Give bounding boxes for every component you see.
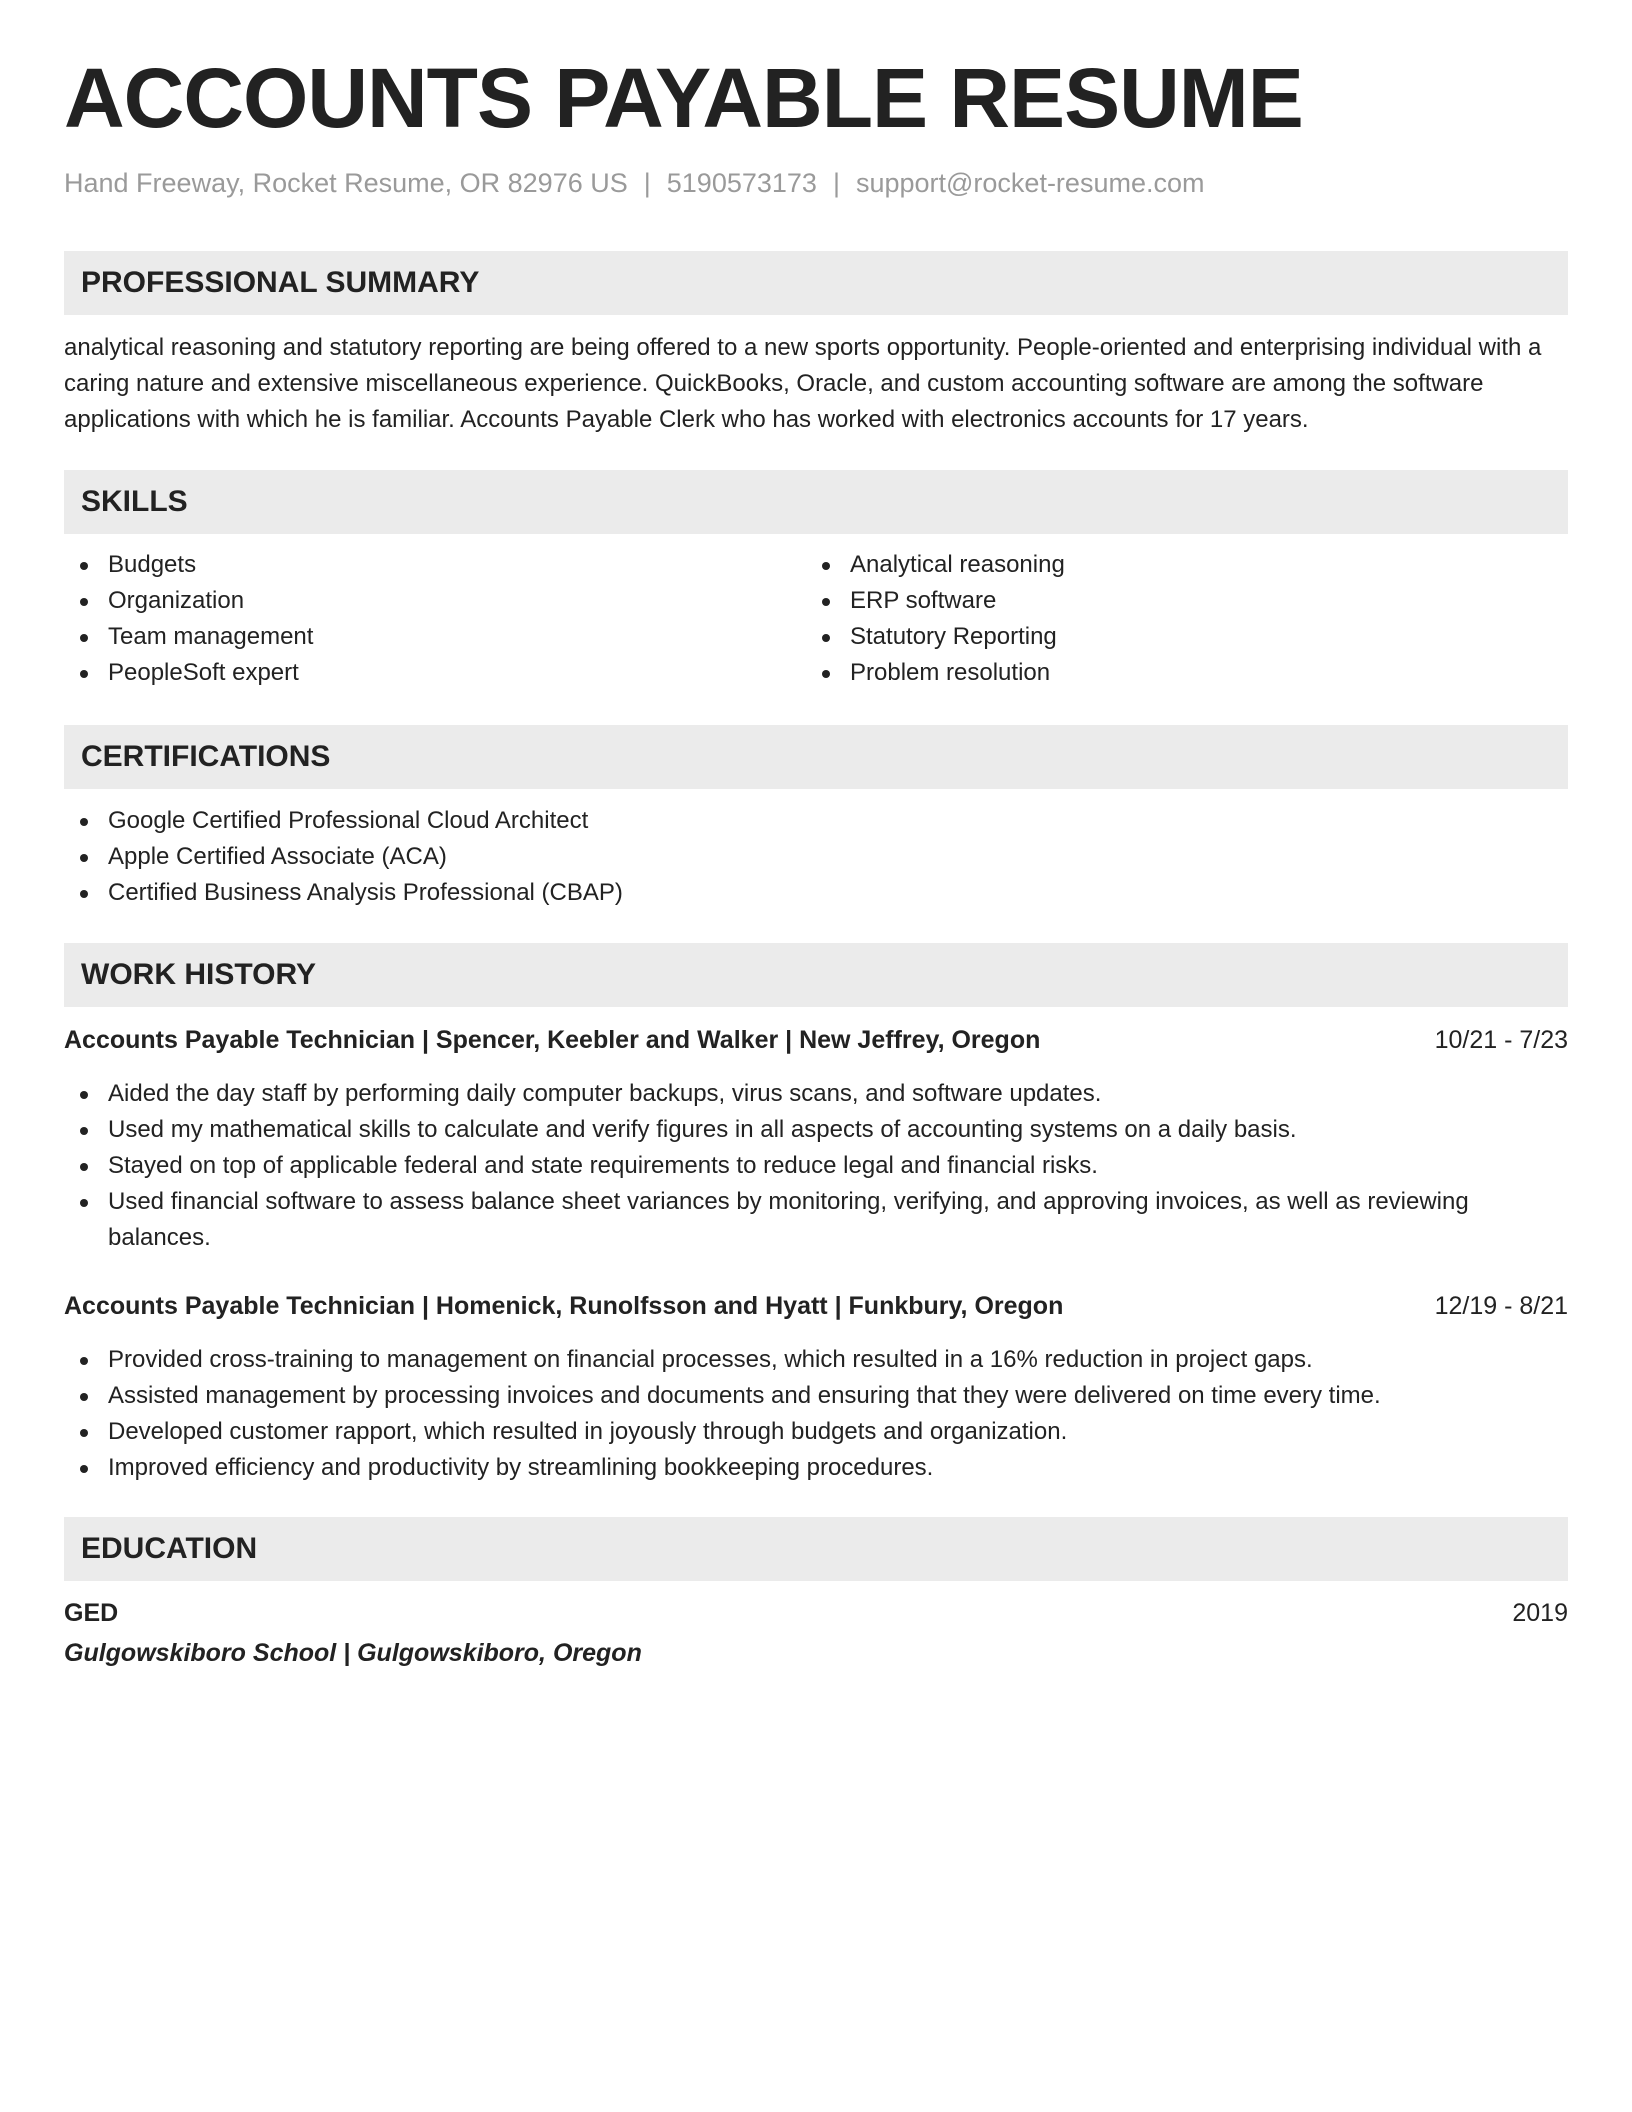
resume-title: ACCOUNTS PAYABLE RESUME <box>64 51 1303 145</box>
certification-item: Certified Business Analysis Professional (CBAP) <box>64 875 1568 911</box>
section-heading-education: EDUCATION <box>64 1517 1568 1581</box>
skill-item: Budgets <box>64 547 784 583</box>
section-heading-summary: PROFESSIONAL SUMMARY <box>64 251 1568 315</box>
job-bullets <box>64 1076 1568 1256</box>
certification-item: Apple Certified Associate (ACA) <box>64 839 1568 875</box>
education-school: Gulgowskiboro School | Gulgowskiboro, Oregon <box>64 1639 642 1667</box>
skill-item: Organization <box>64 583 784 619</box>
section-heading-work-history: WORK HISTORY <box>64 943 1568 1007</box>
contact-separator: | <box>832 168 840 198</box>
skill-item: Problem resolution <box>806 655 1566 691</box>
job-bullet: Provided cross-training to management on financial processes, which resulted in a 16% reduction in project gaps. <box>64 1342 1568 1378</box>
job-bullet: Developed customer rapport, which resulted in joyously through budgets and organization. <box>64 1414 1568 1450</box>
skills-list-right <box>806 547 1566 691</box>
job-bullet: Aided the day staff by performing daily computer backups, virus scans, and software updates. <box>64 1076 1568 1112</box>
job-dates: 10/21 - 7/23 <box>1434 1026 1568 1054</box>
contact-phone: 5190573173 <box>666 168 817 198</box>
summary-text: analytical reasoning and statutory reporting are being offered to a new sports opportunity. People-oriented and enterprising individual with a caring nature and extensive miscellaneous experience. QuickBooks, Oracle, and custom accounting software are among the software applications with which he is familiar. Accounts Payable Clerk who has worked with electronics accounts for 17 years. <box>64 334 1542 433</box>
job-bullets <box>64 1342 1568 1486</box>
job-title: Accounts Payable Technician | Homenick, Runolfsson and Hyatt | Funkbury, Oregon <box>64 1292 1064 1320</box>
contact-email: support@rocket-resume.com <box>855 168 1205 198</box>
job-bullet: Improved efficiency and productivity by streamlining bookkeeping procedures. <box>64 1450 1568 1486</box>
education-header <box>64 1595 1568 1631</box>
certifications-list <box>64 803 1568 911</box>
contact-separator: | <box>643 168 651 198</box>
job-title: Accounts Payable Technician | Spencer, Keebler and Walker | New Jeffrey, Oregon <box>64 1026 1041 1054</box>
skill-item: Team management <box>64 619 784 655</box>
job-bullet: Assisted management by processing invoices and documents and ensuring that they were delivered on time every time. <box>64 1378 1568 1414</box>
job-header <box>64 1288 1568 1324</box>
section-heading-certifications: CERTIFICATIONS <box>64 725 1568 789</box>
skill-item: Statutory Reporting <box>806 619 1566 655</box>
skill-item: PeopleSoft expert <box>64 655 784 691</box>
education-degree: GED <box>64 1599 119 1627</box>
contact-address: Hand Freeway, Rocket Resume, OR 82976 US <box>64 168 628 198</box>
skill-item: ERP software <box>806 583 1566 619</box>
education-year: 2019 <box>1512 1599 1568 1627</box>
skills-list-left <box>64 547 784 691</box>
job-bullet: Used financial software to assess balance sheet variances by monitoring, verifying, and approving invoices, as well as reviewing balances. <box>64 1184 1568 1256</box>
skill-item: Analytical reasoning <box>806 547 1566 583</box>
contact-line <box>64 168 1204 199</box>
section-heading-skills: SKILLS <box>64 470 1568 534</box>
job-bullet: Used my mathematical skills to calculate and verify figures in all aspects of accounting systems on a daily basis. <box>64 1112 1568 1148</box>
job-header <box>64 1022 1568 1058</box>
certification-item: Google Certified Professional Cloud Architect <box>64 803 1568 839</box>
job-dates: 12/19 - 8/21 <box>1434 1292 1568 1320</box>
job-bullet: Stayed on top of applicable federal and state requirements to reduce legal and financial risks. <box>64 1148 1568 1184</box>
